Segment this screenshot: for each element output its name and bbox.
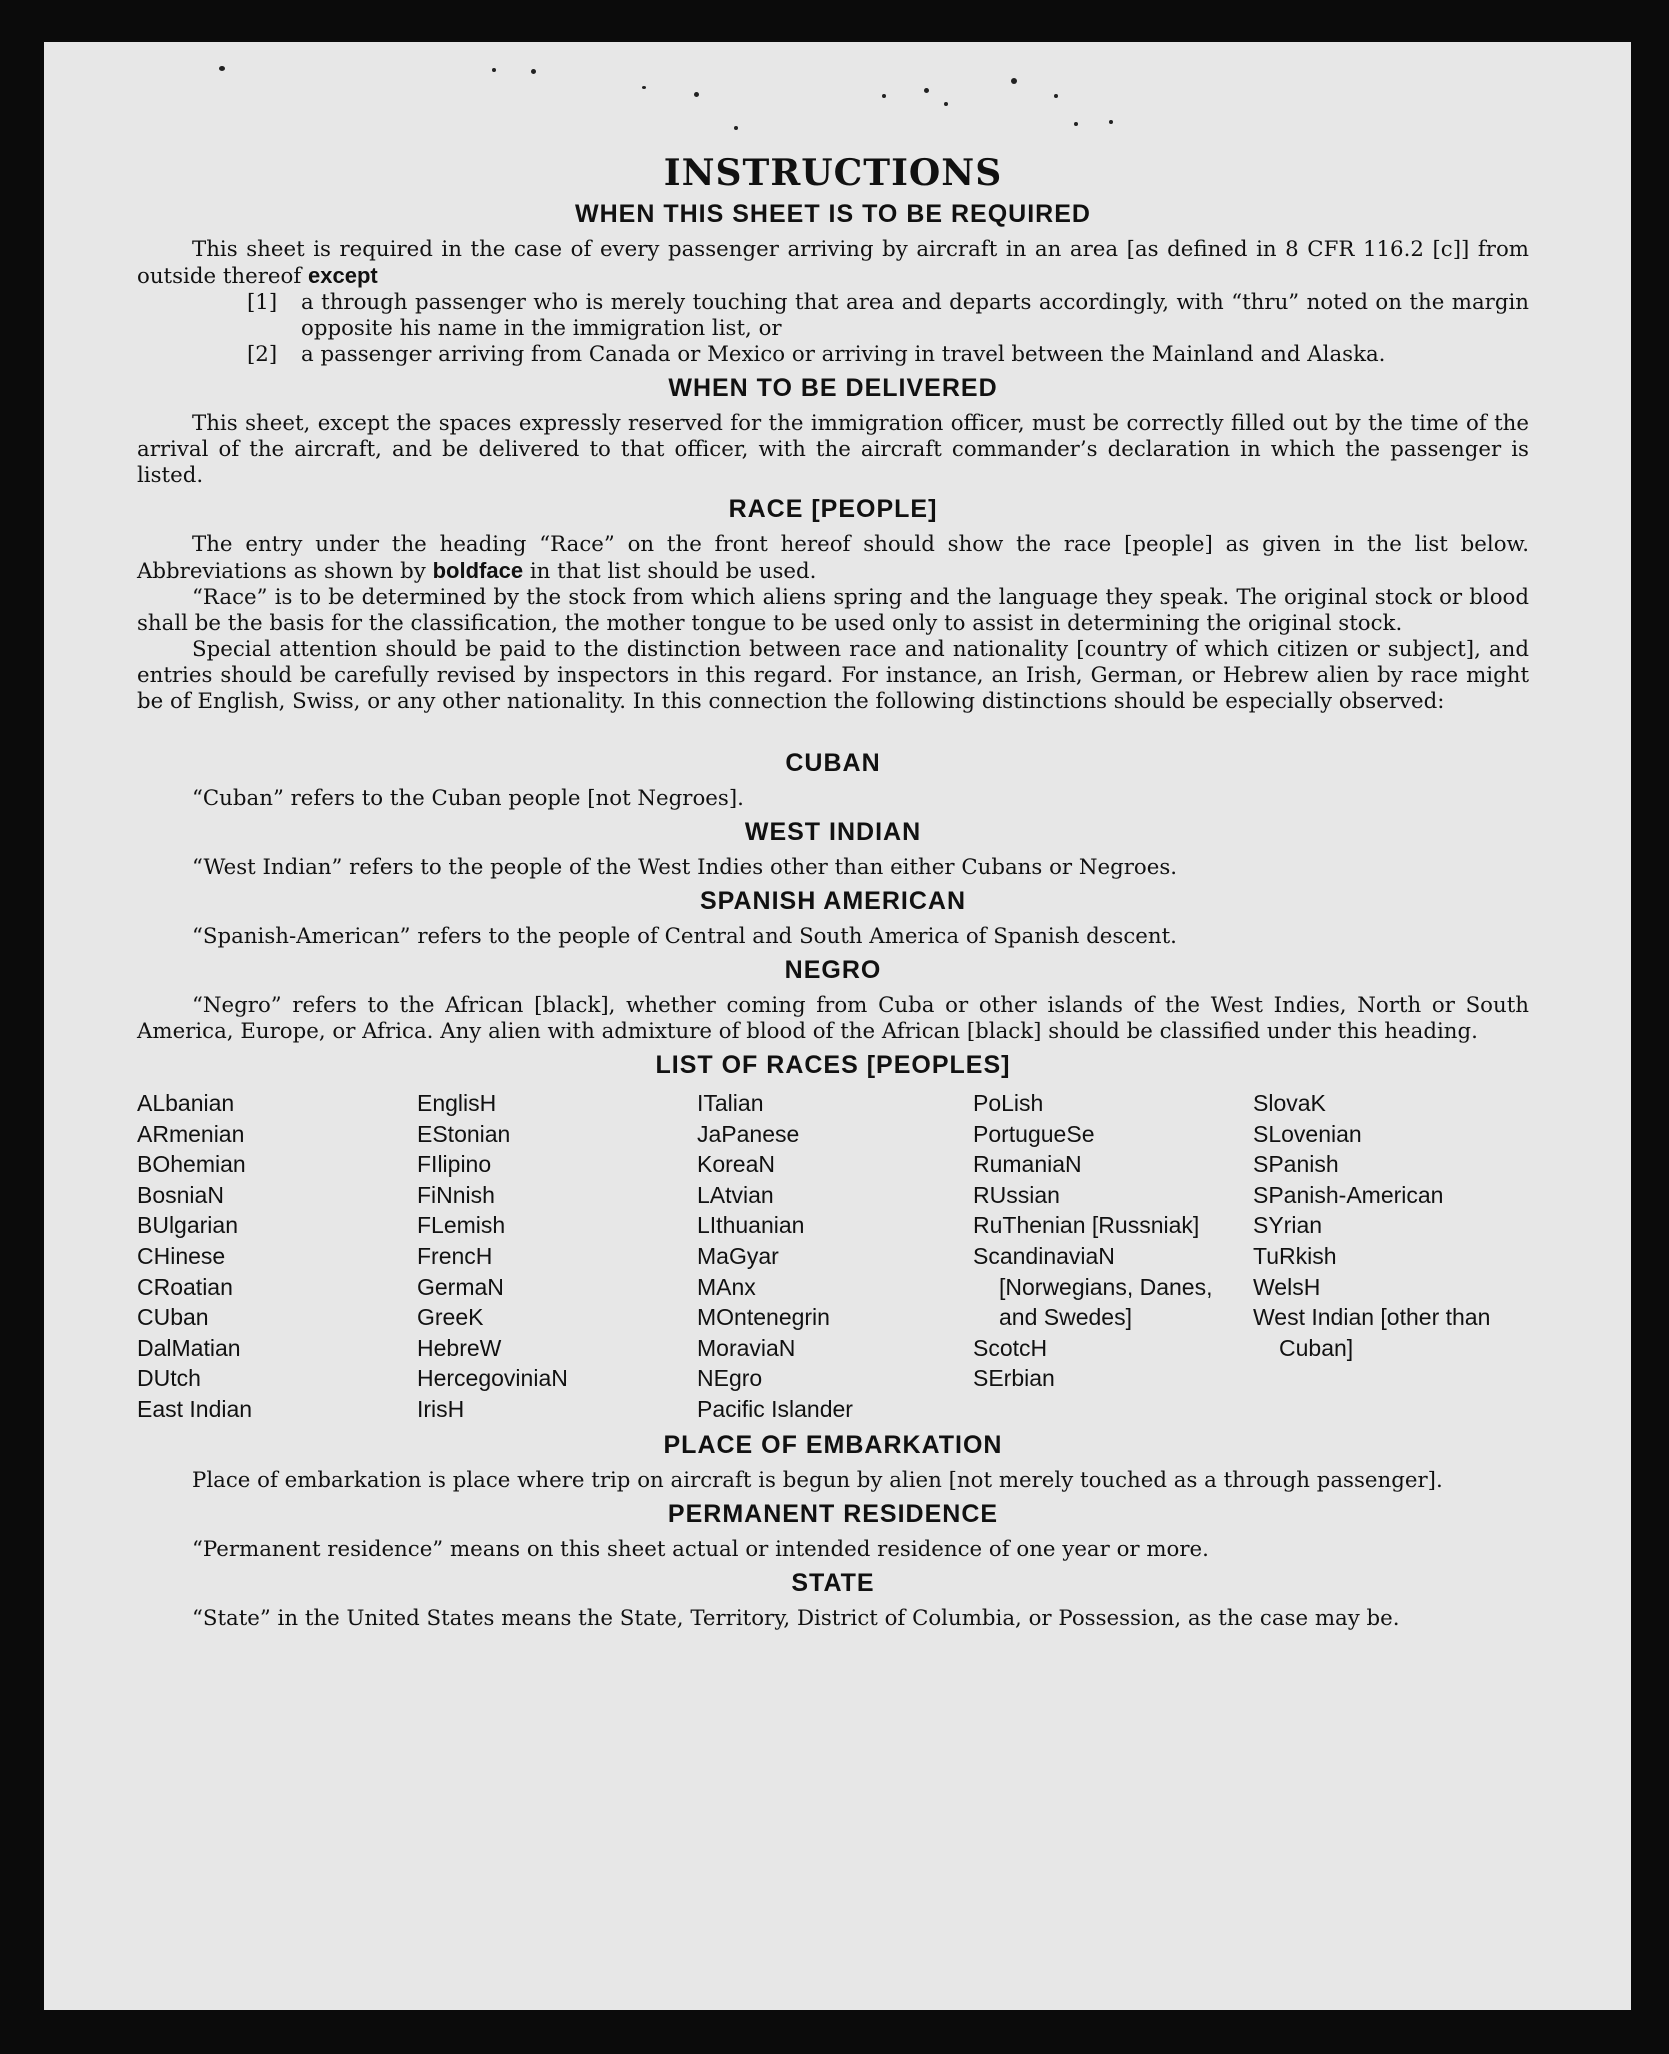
- race-item: FLemish: [417, 1212, 506, 1239]
- race-item: FrencH: [417, 1242, 493, 1269]
- races-column-4: [973, 1088, 1253, 1425]
- race-item: Pacific Islander: [697, 1395, 853, 1422]
- race-item: BosniaN: [137, 1181, 224, 1208]
- heading-west-indian: WEST INDIAN: [744, 818, 922, 846]
- race-item: CHinese: [137, 1242, 226, 1269]
- race-item: KoreaN: [697, 1151, 775, 1178]
- race-item: NEgro: [697, 1365, 763, 1392]
- race-item: SPanish-American: [1253, 1181, 1444, 1208]
- races-column-3: [697, 1088, 973, 1425]
- races-list: [137, 1088, 1529, 1425]
- heading-negro: NEGRO: [784, 956, 882, 984]
- document-page: [44, 42, 1631, 2010]
- race-item: TuRkish: [1253, 1242, 1337, 1269]
- race-item: LAtvian: [697, 1181, 774, 1208]
- heading-permanent-residence: PERMANENT RESIDENCE: [667, 1499, 999, 1528]
- race-item: JaPanese: [697, 1120, 800, 1147]
- heading-cuban: CUBAN: [785, 749, 881, 777]
- race-item: West Indian [other than Cuban]: [1253, 1304, 1491, 1361]
- race-item: IrisH: [417, 1395, 465, 1422]
- race-item: HebreW: [417, 1334, 502, 1361]
- cuban-text: “Cuban” refers to the Cuban people [not Negroes].: [192, 786, 744, 811]
- race-paragraph-1: The entry under the heading “Race” on the front hereof should show the race [people] as given in the list below. Abbreviations as shown by boldface in that list should be used.: [137, 532, 1529, 584]
- race-item: SlovaK: [1253, 1090, 1326, 1116]
- races-column-1: [137, 1088, 417, 1425]
- race-item: MaGyar: [697, 1242, 779, 1269]
- race-paragraph-2: “Race” is to be determined by the stock from which aliens spring and the language they speak. The original stock or blood shall be the basis for the classification, the mother tongue to be used only to assist in determining the original stock.: [137, 585, 1529, 636]
- heading-list-of-races: LIST OF RACES [PEOPLES]: [655, 1051, 1011, 1079]
- race-item: GreeK: [417, 1304, 484, 1331]
- race-item: RumaniaN: [973, 1151, 1082, 1178]
- races-column-2: [417, 1088, 697, 1425]
- race-item: ScandinaviaN [Norwegians, Danes, and Swedes]: [973, 1242, 1213, 1331]
- heading-spanish-american: SPANISH AMERICAN: [699, 887, 966, 915]
- heading-required: WHEN THIS SHEET IS TO BE REQUIRED: [575, 200, 1091, 228]
- race-item: PoLish: [973, 1090, 1044, 1116]
- race-item: ARmenian: [137, 1120, 245, 1147]
- race-item: MOntenegrin: [697, 1304, 830, 1331]
- heading-race: RACE [PEOPLE]: [728, 495, 938, 523]
- race-item: ALbanian: [137, 1090, 235, 1116]
- heading-state: STATE: [791, 1568, 875, 1597]
- race-item: SLovenian: [1253, 1120, 1362, 1147]
- race-item: SYrian: [1253, 1212, 1323, 1239]
- heading-embarkation: PLACE OF EMBARKATION: [663, 1430, 1003, 1459]
- exception-item-2: [2] a passenger arriving from Canada or Mexico or arriving in travel between the Mainland and Alaska.: [247, 342, 1386, 367]
- race-item: WelsH: [1253, 1273, 1321, 1300]
- race-item: SPanish: [1253, 1151, 1339, 1178]
- residence-text: “Permanent residence” means on this sheet actual or intended residence of one year or more.: [192, 1536, 1209, 1562]
- race-item: GermaN: [417, 1273, 504, 1300]
- race-item: MoraviaN: [697, 1334, 796, 1361]
- instructions-content: [137, 152, 1529, 1632]
- required-intro: This sheet is required in the case of every passenger arriving by aircraft in an area [as defined in 8 CFR 116.2 [c]] from outside thereof except: [137, 237, 1529, 289]
- spanish-american-text: “Spanish-American” refers to the people of Central and South America of Spanish descent.: [192, 924, 1177, 949]
- embarkation-text: Place of embarkation is place where trip on aircraft is begun by alien [not merely touched as a through passenger].: [192, 1467, 1443, 1493]
- race-item: PortugueSe: [973, 1120, 1095, 1147]
- race-item: RuThenian [Russniak]: [973, 1212, 1200, 1239]
- race-item: DalMatian: [137, 1334, 241, 1361]
- race-item: BOhemian: [137, 1151, 246, 1178]
- negro-text: “Negro” refers to the African [black], whether coming from Cuba or other islands of the West Indies, North or South America, Europe, or Africa. Any alien with admixture of blood of the African [black] should be classified under this heading.: [137, 993, 1529, 1044]
- race-item: ScotcH: [973, 1334, 1048, 1361]
- race-item: EnglisH: [417, 1090, 497, 1116]
- race-item: FiNnish: [417, 1181, 495, 1208]
- race-item: CRoatian: [137, 1273, 233, 1300]
- race-item: HercegoviniaN: [417, 1365, 568, 1392]
- race-paragraph-3: Special attention should be paid to the distinction between race and nationality [country of which citizen or subject], and entries should be carefully revised by inspectors in this regard. For instance, an Irish, German, or Hebrew alien by race might be of English, Swiss, or any other nationality. In this connection the following distinctions should be especially observed:: [137, 637, 1529, 714]
- race-item: BUlgarian: [137, 1212, 238, 1239]
- west-indian-text: “West Indian” refers to the people of the West Indies other than either Cubans or Negroes.: [192, 855, 1178, 880]
- race-item: East Indian: [137, 1395, 253, 1422]
- page-title: INSTRUCTIONS: [663, 152, 1003, 194]
- heading-delivered: WHEN TO BE DELIVERED: [668, 374, 998, 402]
- race-item: FIlipino: [417, 1151, 492, 1178]
- race-item: RUssian: [973, 1181, 1060, 1208]
- race-item: DUtch: [137, 1365, 201, 1392]
- race-item: CUban: [137, 1304, 209, 1331]
- races-column-5: [1253, 1088, 1529, 1425]
- race-item: LIthuanian: [697, 1212, 805, 1239]
- race-item: SErbian: [973, 1365, 1055, 1392]
- race-item: MAnx: [697, 1273, 756, 1300]
- exception-item-1: [1] a through passenger who is merely touching that area and departs accordingly, with “thru” noted on the margin opposite his name in the immigration list, or: [247, 290, 1529, 341]
- delivered-text: This sheet, except the spaces expressly reserved for the immigration officer, must be correctly filled out by the time of the arrival of the aircraft, and be delivered to that officer, with the aircraft commander’s declaration in which the passenger is listed.: [137, 411, 1529, 488]
- race-item: ITalian: [697, 1090, 764, 1116]
- race-item: EStonian: [417, 1120, 511, 1147]
- state-text: “State” in the United States means the State, Territory, District of Columbia, or Possession, as the case may be.: [192, 1605, 1400, 1631]
